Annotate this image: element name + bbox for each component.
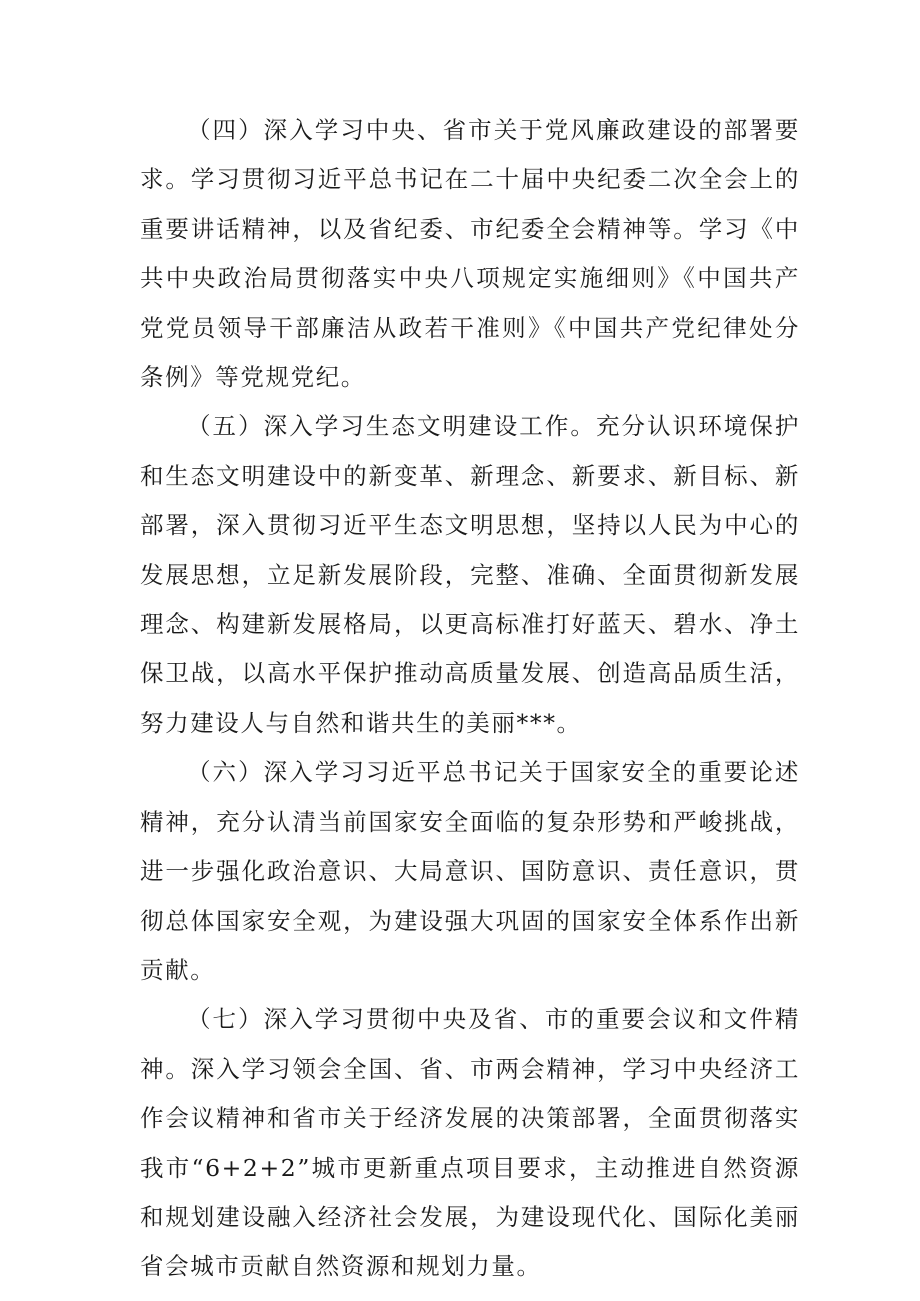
paragraph-7 <box>140 995 800 1291</box>
paragraph-6-heading: （六）深入学习习近平总书记关于国家安全的重要论述精神， <box>140 758 800 836</box>
paragraph-6-text: 充分认清当前国家安全面临的复杂形势和严峻挑战，进一步强化政治意识、大局意识、国防意识、责任意识，贯彻总体国家安全观，为建设强大巩固的国家安全体系作出新贡献。 <box>140 807 800 984</box>
paragraph-4-heading: （四）深入学习中央、省市关于党风廉政建设的部署要求。 <box>140 116 800 194</box>
paragraph-5-heading: （五）深入学习生态文明建设工作。 <box>187 412 596 441</box>
paragraph-7-text: 深入学习领会全国、省、市两会精神，学习中央经济工作会议精神和省市关于经济发展的决策部署，全面贯彻落实我市“6+2+2”城市更新重点项目要求，主动推进自然资源和规划建设融入经济社会发展，为建设现代化、国际化美丽省会城市贡献自然资源和规划力量。 <box>140 1054 800 1281</box>
paragraph-7-heading: （七）深入学习贯彻中央及省、市的重要会议和文件精神。 <box>140 1005 800 1083</box>
paragraph-4-text: 学习贯彻习近平总书记在二十届中央纪委二次全会上的重要讲话精神，以及省纪委、市纪委全会精神等。学习《中共中央政治局贯彻落实中央八项规定实施细则》《中国共产党党员领导干部廉洁从政若干准则》《中国共产党纪律处分条例》等党规党纪。 <box>140 165 800 392</box>
paragraph-5 <box>140 402 800 748</box>
document-body <box>140 106 800 1292</box>
paragraph-5-text: 充分认识环境保护和生态文明建设中的新变革、新理念、新要求、新目标、新部署，深入贯彻习近平生态文明思想，坚持以人民为中心的发展思想，立足新发展阶段，完整、准确、全面贯彻新发展理念、构建新发展格局，以更高标准打好蓝天、碧水、净土保卫战，以高水平保护推动高质量发展、创造高品质生活，努力建设人与自然和谐共生的美丽***。 <box>140 412 800 737</box>
paragraph-4 <box>140 106 800 402</box>
paragraph-6 <box>140 748 800 995</box>
